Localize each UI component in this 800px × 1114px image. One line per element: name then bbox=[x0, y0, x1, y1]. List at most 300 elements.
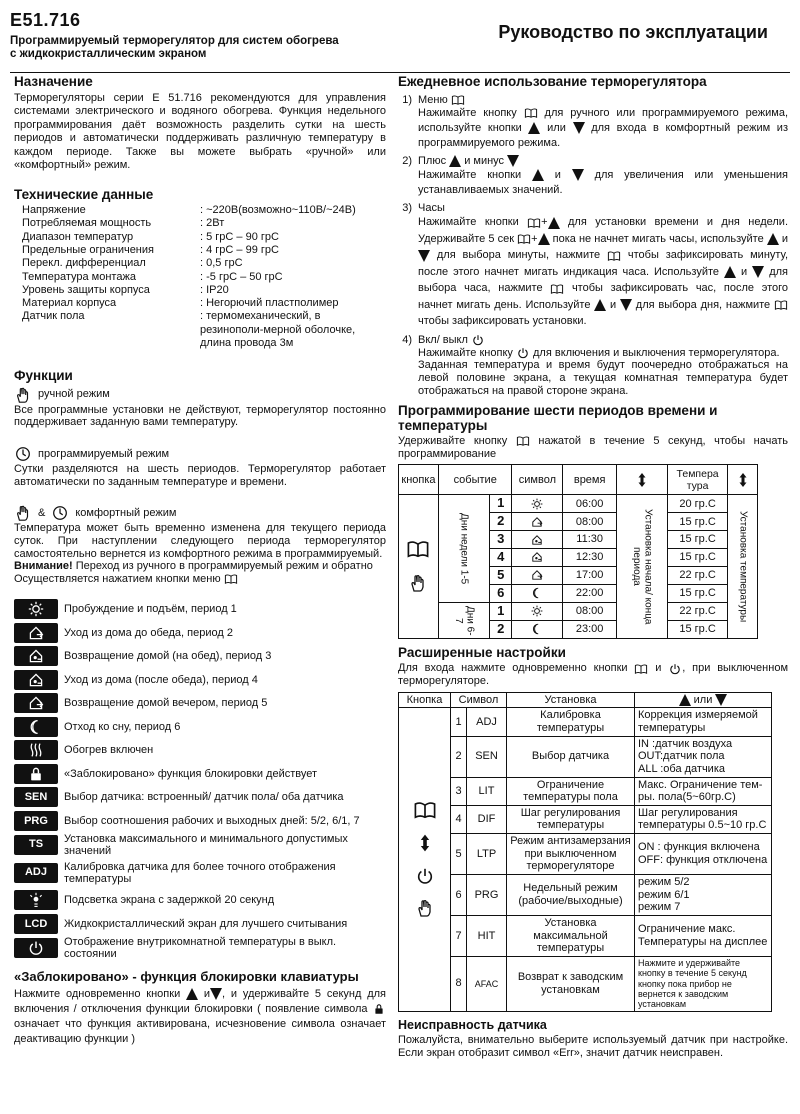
setting-number: 6 bbox=[451, 875, 467, 916]
subtitle-line-1: Программируемый терморегулятор для систем обогрева bbox=[10, 34, 339, 47]
period-symbol bbox=[512, 513, 563, 531]
symbol-description: Выбор соотношения рабочих и выходных дней: 5/2, 6/1, 7 bbox=[64, 814, 360, 827]
setting-name: Возврат к заводским установкам bbox=[507, 956, 635, 1011]
period-time: 12:30 bbox=[563, 549, 617, 567]
power-icon bbox=[471, 334, 485, 346]
subtitle-line-2: с жидкокристаллическим экраном bbox=[10, 48, 207, 61]
header-divider bbox=[10, 72, 790, 73]
advanced-intro: Для входа нажмите одновременно кнопки и , при выключенном терморегуляторе. bbox=[398, 662, 789, 688]
spec-value: : -5 грС – 50 грС bbox=[200, 270, 283, 283]
setting-number: 1 bbox=[451, 708, 467, 736]
symbol-code: SEN bbox=[24, 791, 48, 803]
subtitle bbox=[10, 35, 339, 63]
book-icon bbox=[413, 800, 437, 820]
lock-text-2: , и удерживайте 5 секунд для включения / отключения функции блокировки ( появление символа bbox=[14, 987, 387, 1015]
symbol-legend-item bbox=[14, 889, 386, 913]
period-time: 08:00 bbox=[563, 513, 617, 531]
heat-icon bbox=[27, 742, 45, 758]
symbol-box bbox=[14, 693, 58, 713]
house-out-icon bbox=[530, 516, 544, 528]
period-symbol bbox=[512, 549, 563, 567]
setting-number: 8 bbox=[451, 956, 467, 1011]
spec-label: Датчик пола bbox=[22, 310, 85, 323]
lock-icon bbox=[372, 1003, 386, 1015]
menu-title: Меню bbox=[418, 93, 448, 106]
symbol-box bbox=[14, 717, 58, 737]
attention-body-2: Осуществляется нажатием кнопки меню bbox=[14, 572, 221, 585]
symbol-legend-item bbox=[14, 936, 386, 964]
program-mode-title: программируемый режим bbox=[38, 447, 170, 460]
up-down-icon bbox=[637, 469, 647, 491]
down-arrow-icon bbox=[572, 169, 584, 181]
programming-heading: Программирование шести периодов времени и температуры bbox=[398, 403, 718, 434]
house-in-icon bbox=[27, 648, 45, 664]
programming-intro bbox=[398, 435, 788, 460]
advanced-heading: Расширенные настройки bbox=[398, 644, 566, 660]
clock-text-3: Удерживайте 5 сек bbox=[418, 232, 515, 245]
moon-icon bbox=[530, 587, 544, 599]
weekdays-label: Дни недели 1-5 bbox=[438, 495, 489, 603]
up-arrow-icon bbox=[532, 169, 544, 181]
period-time: 22:00 bbox=[563, 585, 617, 603]
symbol-description: «Заблокировано» функция блокировки действует bbox=[64, 767, 318, 780]
book-icon bbox=[634, 663, 648, 675]
document-title: Руководство по эксплуатации bbox=[498, 22, 768, 42]
symbol-box bbox=[14, 890, 58, 910]
symbol-box bbox=[14, 914, 58, 934]
advanced-row bbox=[399, 777, 772, 805]
symbol-description: Отображение внутрикомнатной температуры в выкл. состоянии bbox=[64, 935, 337, 961]
setting-value: Коррекция измеряемой температуры bbox=[635, 708, 772, 736]
clock-text-4: пока не начнет мигать часы, используйте bbox=[552, 232, 764, 245]
down-arrow-icon bbox=[752, 266, 764, 278]
col-arrows-label: или bbox=[693, 693, 713, 706]
period-symbol bbox=[512, 603, 563, 621]
specs-table bbox=[22, 204, 386, 350]
period-temp: 22 гр.С bbox=[667, 567, 727, 585]
book-icon bbox=[224, 573, 238, 585]
comfort-mode bbox=[14, 504, 386, 522]
spec-value: : 2Вт bbox=[200, 217, 225, 230]
advanced-table bbox=[398, 692, 772, 1012]
symbol-description: Пробуждение и подъём, период 1 bbox=[64, 603, 237, 615]
advanced-row bbox=[399, 875, 772, 916]
sun-icon bbox=[27, 601, 45, 617]
period-temp: 15 гр.С bbox=[667, 549, 727, 567]
symbol-legend-item bbox=[14, 912, 386, 936]
symbol-description: Возвращение домой вечером, период 5 bbox=[64, 697, 268, 709]
spec-value: : IP20 bbox=[200, 283, 229, 296]
power-icon bbox=[668, 663, 682, 675]
house-out-icon bbox=[530, 569, 544, 581]
symbol-box bbox=[14, 623, 58, 643]
period-symbol bbox=[512, 567, 563, 585]
setting-code: LTP bbox=[467, 834, 507, 875]
setting-value: Шаг регулирования температуры 0.5~10 гр.С bbox=[635, 805, 772, 833]
daily-item-clock: 3) Часы bbox=[402, 201, 445, 214]
period-number: 5 bbox=[489, 567, 512, 585]
col-arrows bbox=[616, 465, 667, 495]
left-column bbox=[14, 74, 386, 1047]
book-icon bbox=[527, 217, 541, 229]
model-number: E51.716 bbox=[10, 10, 81, 30]
spec-label: Напряжение bbox=[22, 204, 86, 217]
period-number: 3 bbox=[489, 531, 512, 549]
plus-text-2: и bbox=[554, 168, 561, 181]
lock-heading: «Заблокировано» - функция блокировки клавиатуры bbox=[14, 968, 359, 984]
up-arrow-icon bbox=[548, 217, 560, 229]
col-temp: Темпера тура bbox=[667, 465, 727, 495]
up-arrow-icon bbox=[449, 155, 461, 167]
daily-item-menu: 1) Меню bbox=[398, 94, 788, 107]
setting-code: PRG bbox=[467, 875, 507, 916]
attention-text-2 bbox=[14, 573, 386, 586]
clock-text-5: для выбора минуты, нажмите bbox=[436, 249, 601, 262]
symbol-legend bbox=[14, 598, 386, 964]
symbol-description: Возвращение домой (на обед), период 3 bbox=[64, 650, 272, 662]
col-setting: Установка bbox=[507, 692, 635, 708]
daily-item-power: 4) Вкл/ выкл bbox=[398, 334, 788, 347]
plus-text-3: для увеличения или уменьшения устанавливаемых значений. bbox=[418, 168, 789, 196]
lock-text-3: означает что функция активирована, исчезновение символа означает деактивацию функции ) bbox=[14, 1017, 386, 1045]
spec-label: Предельные ограничения bbox=[22, 243, 154, 256]
comfort-amp: & bbox=[38, 507, 46, 520]
symbol-description: Калибровка датчика для более точного отображения температуры bbox=[64, 860, 336, 886]
setting-value: Макс. Ограничение тем-ры. пола(5~60гр.С) bbox=[635, 777, 772, 805]
period-symbol bbox=[512, 620, 563, 638]
book-icon bbox=[451, 94, 465, 106]
period-number: 4 bbox=[489, 549, 512, 567]
setting-number: 5 bbox=[451, 834, 467, 875]
setting-number: 4 bbox=[451, 805, 467, 833]
symbol-box bbox=[14, 835, 58, 855]
symbol-box bbox=[14, 863, 58, 883]
functions-heading: Функции bbox=[14, 368, 73, 384]
period-time: 23:00 bbox=[563, 620, 617, 638]
temp-setting-label: Установка температуры bbox=[728, 495, 758, 639]
clock-title: Часы bbox=[418, 201, 445, 214]
menu-text-1: Нажимайте кнопку bbox=[418, 107, 517, 120]
setting-name: Недельный режим (рабочие/выходные) bbox=[507, 875, 635, 916]
sun-icon bbox=[530, 498, 544, 510]
period-temp: 15 гр.С bbox=[667, 585, 727, 603]
symbol-description: Уход из дома до обеда, период 2 bbox=[64, 626, 233, 639]
period-symbol bbox=[512, 495, 563, 513]
power-icon bbox=[416, 867, 434, 885]
symbol-legend-item bbox=[14, 715, 386, 739]
down-arrow-icon bbox=[418, 250, 430, 262]
spec-label: Потребляемая мощность bbox=[22, 217, 152, 230]
symbol-code: LCD bbox=[24, 917, 48, 930]
power-icon bbox=[27, 940, 45, 956]
setting-value: Нажмите и удерживайте кнопку в течение 5 секунд кнопку пока прибор не вернется к заводским установкам bbox=[635, 956, 772, 1011]
minus-title: и минус bbox=[464, 155, 505, 168]
col-event: событие bbox=[438, 465, 512, 495]
symbol-legend-item bbox=[14, 739, 386, 763]
button-cell bbox=[399, 708, 451, 1011]
col-symbol: символ bbox=[512, 465, 563, 495]
up-arrow-icon bbox=[186, 988, 198, 1000]
spec-value: : Негорючий пластполимер bbox=[200, 297, 339, 310]
clock-text-6: чтобы зафиксировать минуту, после этого начнет мигать индикация часа. Используйте bbox=[418, 249, 789, 278]
advanced-row bbox=[399, 956, 772, 1011]
program-mode-text: Сутки разделяются на шесть периодов. Терморегулятор работает автоматически по заданным температуре и времени. bbox=[14, 463, 386, 488]
period-time: 11:30 bbox=[563, 531, 617, 549]
power-text-3: Заданная температура и время будут поочередно отображаться на левой половине экрана, а текущая комнатная температура будет отображаться на правой стороне экрана. bbox=[418, 359, 788, 397]
attention-label: Внимание! bbox=[14, 560, 73, 573]
period-time: 08:00 bbox=[563, 603, 617, 621]
spec-label: Температура монтажа bbox=[22, 270, 136, 283]
house-in-icon bbox=[27, 672, 45, 688]
purpose-text: Терморегуляторы серии Е 51.716 рекомендуются для управления системами электрического и водяного обогрева. Функция недельного программирования даёт возможность разделить сутки на шесть периодов и автоматически поддерживать различную температуру в каждом периоде. Также вы можете выбрать «ручной» или «комфортный» режим. bbox=[14, 91, 386, 172]
sensor-text: Пожалуйста, внимательно выберите используемый датчик при настройке. Если экран отобразит символ «Err», значит датчик неисправен. bbox=[398, 1033, 788, 1059]
symbol-description: Обогрев включен bbox=[64, 744, 154, 756]
book-icon bbox=[524, 107, 538, 119]
spec-value: : ~220В(возможно~110В/~24В) bbox=[200, 204, 356, 217]
manual-mode-title: ручной режим bbox=[38, 388, 110, 401]
col-button: кнопка bbox=[399, 465, 439, 495]
hand-icon bbox=[14, 386, 32, 404]
up-down-icon bbox=[738, 469, 748, 491]
period-temp: 15 гр.С bbox=[667, 620, 727, 638]
attention-text bbox=[14, 560, 386, 573]
setting-value: IN :датчик воздуха OUT:датчик пола ALL :оба датчика bbox=[635, 736, 772, 777]
spec-value: : 0,5 грС bbox=[200, 257, 243, 270]
spec-value: : термомеханический, в резинополи-мерной оболочке, длина провода 3м bbox=[200, 310, 356, 349]
programming-intro-2: нажатой в течение 5 секунд, чтобы начать программирование bbox=[398, 435, 788, 460]
specs-heading: Технические данные bbox=[14, 186, 154, 202]
up-arrow-icon bbox=[679, 694, 691, 706]
advanced-intro-1: Для входа нажмите одновременно кнопки bbox=[398, 662, 628, 675]
manual-mode-text: Все программные установки не действуют, терморегулятор постоянно поддерживает заданную вами температуру. bbox=[14, 403, 386, 429]
symbol-description: Подсветка экрана с задержкой 20 секунд bbox=[64, 894, 275, 906]
advanced-table-header bbox=[399, 692, 772, 708]
symbol-description: Установка максимального и минимального допустимых значений bbox=[64, 832, 348, 858]
symbol-box bbox=[14, 599, 58, 619]
menu-text-3: используйте кнопки bbox=[418, 122, 522, 135]
book-icon bbox=[517, 233, 531, 245]
symbol-description: Жидкокристаллический экран для лучшего считывания bbox=[64, 917, 348, 930]
sensor-heading: Неисправность датчика bbox=[398, 1017, 547, 1032]
program-mode bbox=[14, 445, 386, 463]
period-temp: 20 гр.С bbox=[667, 495, 727, 513]
daily-list bbox=[398, 94, 788, 398]
plus-text-1: Нажимайте кнопки bbox=[418, 168, 522, 181]
advanced-row bbox=[399, 708, 772, 736]
setting-number: 3 bbox=[451, 777, 467, 805]
setting-code: AFAC bbox=[467, 956, 507, 1011]
manual-mode bbox=[14, 386, 386, 404]
symbol-code: TS bbox=[28, 838, 44, 851]
up-arrow-icon bbox=[724, 266, 736, 278]
advanced-row bbox=[399, 805, 772, 833]
spec-value: : 4 грС – 99 грС bbox=[200, 243, 279, 256]
hand-icon bbox=[415, 897, 435, 919]
down-arrow-icon bbox=[210, 988, 222, 1000]
button-cell bbox=[399, 495, 439, 639]
period-number: 1 bbox=[489, 495, 512, 513]
setting-name: Шаг регулирования температуры bbox=[507, 805, 635, 833]
setting-number: 2 bbox=[451, 736, 467, 777]
period-symbol bbox=[512, 585, 563, 603]
symbol-description: Уход из дома (после обеда), период 4 bbox=[64, 673, 258, 686]
period-number: 1 bbox=[489, 603, 512, 621]
symbol-legend-item bbox=[14, 692, 386, 716]
clock-text-2: для установки времени и дня недели. bbox=[568, 216, 788, 229]
menu-text bbox=[418, 106, 788, 151]
setting-name: Ограничение температуры пола bbox=[507, 777, 635, 805]
weekend-label: Дни 6-7 bbox=[438, 603, 489, 639]
programming-table bbox=[398, 464, 758, 639]
advanced-row bbox=[399, 736, 772, 777]
symbol-box bbox=[14, 811, 58, 831]
book-icon bbox=[607, 250, 621, 262]
setting-value: Ограничение макс. Температуры на дисплее bbox=[635, 915, 772, 956]
clock-text-10: чтобы зафиксировать установки. bbox=[418, 315, 587, 328]
power-text-1: Нажимайте кнопку bbox=[418, 346, 513, 359]
period-symbol bbox=[512, 531, 563, 549]
symbol-box bbox=[14, 938, 58, 958]
advanced-row bbox=[399, 915, 772, 956]
period-temp: 15 гр.С bbox=[667, 513, 727, 531]
time-setting-label: Установка начала/ конца периода bbox=[616, 495, 667, 639]
house-in-icon bbox=[530, 534, 544, 546]
setting-name: Установка максимальной температуры bbox=[507, 915, 635, 956]
house-out-icon bbox=[27, 695, 45, 711]
symbol-box bbox=[14, 646, 58, 666]
menu-text-4: или bbox=[547, 122, 566, 135]
spec-label: Перекл. дифференциал bbox=[22, 257, 146, 270]
clock-icon bbox=[51, 504, 69, 522]
period-temp: 22 гр.С bbox=[667, 603, 727, 621]
setting-name: Режим антизамерзания при выключенном терморегуляторе bbox=[507, 834, 635, 875]
book-icon bbox=[774, 299, 788, 311]
up-down-icon bbox=[419, 832, 431, 854]
purpose-heading: Назначение bbox=[14, 74, 93, 89]
programming-row bbox=[399, 603, 758, 621]
symbol-legend-item bbox=[14, 762, 386, 786]
setting-code: DIF bbox=[467, 805, 507, 833]
period-number: 2 bbox=[489, 513, 512, 531]
symbol-description: Отход ко сну, период 6 bbox=[64, 720, 181, 733]
programming-table-header bbox=[399, 465, 758, 495]
period-number: 2 bbox=[489, 620, 512, 638]
symbol-legend-item bbox=[14, 833, 386, 861]
up-arrow-icon bbox=[528, 122, 540, 134]
setting-name: Калибровка температуры bbox=[507, 708, 635, 736]
period-time: 06:00 bbox=[563, 495, 617, 513]
programming-intro-1: Удерживайте кнопку bbox=[398, 435, 508, 448]
clock-text-9: для выбора дня, нажмите bbox=[635, 298, 771, 311]
power-text bbox=[418, 347, 788, 360]
col-time: время bbox=[563, 465, 617, 495]
symbol-box bbox=[14, 787, 58, 807]
programming-row bbox=[399, 495, 758, 513]
col-symbol: Символ bbox=[451, 692, 507, 708]
up-arrow-icon bbox=[538, 233, 550, 245]
lock-text: Нажмите одновременно кнопки и , и удерживайте 5 секунд для включения / отключения функции блокировки ( появление символа означает что функция активирована, исчезновение символа означает деактивацию функции ) bbox=[14, 987, 387, 1045]
setting-code: ADJ bbox=[467, 708, 507, 736]
comfort-mode-text: Температура может быть временно изменена для текущего периода суток. При наступлении следующего периода терморегулятор самостоятельно вернется из комфортного режима в программируемый. bbox=[14, 522, 386, 560]
symbol-code: ADJ bbox=[24, 866, 47, 879]
up-arrow-icon bbox=[767, 233, 779, 245]
down-arrow-icon bbox=[620, 299, 632, 311]
symbol-box bbox=[14, 740, 58, 760]
hand-icon bbox=[408, 572, 428, 594]
symbol-legend-item bbox=[14, 645, 386, 669]
col-arrows bbox=[635, 692, 772, 708]
right-column bbox=[398, 74, 788, 1059]
symbol-legend-item bbox=[14, 621, 386, 645]
backlight-icon bbox=[27, 892, 45, 908]
plus-title: Плюс bbox=[418, 155, 447, 168]
setting-code: SEN bbox=[467, 736, 507, 777]
col-button: Кнопка bbox=[399, 692, 451, 708]
up-arrow-icon bbox=[594, 299, 606, 311]
symbol-legend-item bbox=[14, 786, 386, 810]
clock-text-1: Нажимайте кнопки bbox=[418, 216, 519, 229]
col-arrows-2 bbox=[728, 465, 758, 495]
clock-text-7: для выбора часа, нажмите bbox=[418, 265, 788, 295]
spec-label: Диапазон температур bbox=[22, 230, 134, 243]
book-icon bbox=[406, 539, 430, 559]
lock-text-1: Нажмите одновременно кнопки bbox=[14, 987, 181, 1000]
setting-code: HIT bbox=[467, 915, 507, 956]
down-arrow-icon bbox=[507, 155, 519, 167]
lock-icon bbox=[27, 766, 45, 782]
attention-body: Переход из ручного в программируемый режим и обратно bbox=[72, 560, 373, 573]
symbol-legend-item bbox=[14, 598, 386, 622]
period-temp: 15 гр.С bbox=[667, 531, 727, 549]
symbol-box bbox=[14, 670, 58, 690]
daily-heading: Ежедневное использование терморегулятора bbox=[398, 74, 707, 89]
symbol-legend-item bbox=[14, 668, 386, 692]
spec-label: Уровень защиты корпуса bbox=[22, 283, 150, 296]
symbol-box bbox=[14, 764, 58, 784]
power-text-2: для включения и выключения терморегулятора. bbox=[533, 346, 780, 359]
daily-item-plus-minus: 2) Плюс и минус bbox=[398, 155, 788, 168]
symbol-description: Выбор датчика: встроенный/ датчик пола/ оба датчика bbox=[64, 791, 344, 803]
moon-icon bbox=[27, 719, 45, 735]
menu-text-5: для входа в комфортный режим из программируемого режима. bbox=[418, 122, 788, 150]
hand-icon bbox=[14, 504, 32, 522]
spec-value: : 5 грС – 90 грС bbox=[200, 230, 279, 243]
down-arrow-icon bbox=[573, 122, 585, 134]
period-number: 6 bbox=[489, 585, 512, 603]
spec-label: Материал корпуса bbox=[22, 297, 117, 310]
advanced-row bbox=[399, 834, 772, 875]
clock-text-8: чтобы зафиксировать час, после этого начнет мигать день. Используйте bbox=[418, 282, 788, 311]
menu-text-2: для ручного или программируемого режима, bbox=[544, 107, 789, 120]
setting-value: режим 5/2 режим 6/1 режим 7 bbox=[635, 875, 772, 916]
clock-text: Нажимайте кнопки + для установки времени и дня недели. Удерживайте 5 сек + пока не начнет мигать часы, используйте и для выбора минуты, нажмите чтобы зафиксировать минуту, после этого начнет мигать индикация часа. Используйте и для выбора часа, нажмите чтобы зафиксировать час, после этого начнет мигать день. Используйте и для выбора дня, нажмите чтобы зафиксировать установки. bbox=[418, 216, 789, 328]
header bbox=[10, 10, 339, 62]
down-arrow-icon bbox=[715, 694, 727, 706]
clock-icon bbox=[14, 445, 32, 463]
setting-value: ON : функция включена OFF: функция отключена bbox=[635, 834, 772, 875]
advanced-intro-2: , при выключенном терморегуляторе. bbox=[398, 662, 789, 688]
book-icon bbox=[550, 283, 564, 295]
sun-icon bbox=[530, 605, 544, 617]
setting-code: LIT bbox=[467, 777, 507, 805]
symbol-code: PRG bbox=[24, 814, 48, 827]
house-out-icon bbox=[27, 625, 45, 641]
moon-icon bbox=[530, 623, 544, 635]
book-icon bbox=[516, 435, 530, 447]
symbol-legend-item bbox=[14, 861, 386, 889]
comfort-mode-title: комфортный режим bbox=[75, 507, 177, 520]
setting-name: Выбор датчика bbox=[507, 736, 635, 777]
